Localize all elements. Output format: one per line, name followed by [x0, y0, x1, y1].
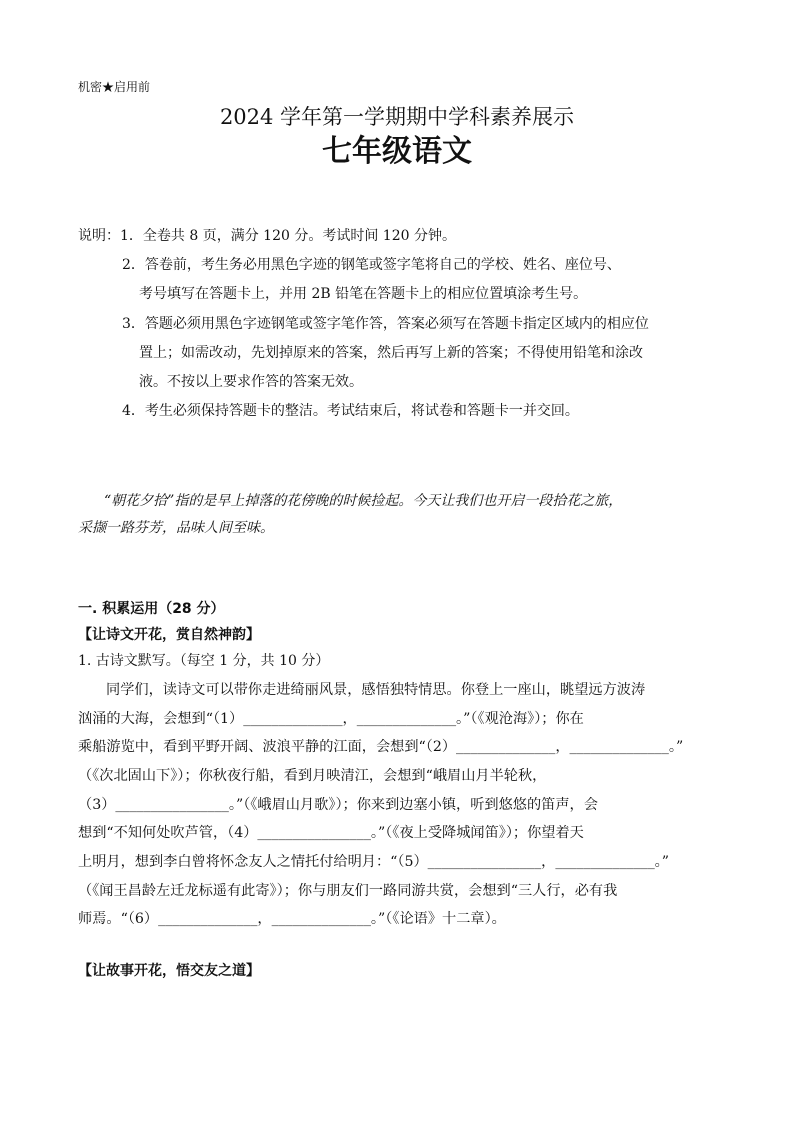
- question-1-title: 1. 古诗文默写。（每空 1 分，共 10 分）: [78, 653, 330, 669]
- exam-subject-title: 七年级语文: [322, 134, 472, 169]
- instruction-line-3: 考号填写在答题卡上，并用 2B 铅笔在答题卡上的相应位置填涂考生号。: [139, 286, 588, 302]
- q1-para-line-4: （《次北固山下》）；你秋夜行船，看到月映清江，会想到“峨眉山月半轮秋，: [78, 768, 547, 784]
- instruction-line-4: 3．答题必须用黑色字迹钢笔或签字笔作答，答案必须写在答题卡指定区域内的相应位: [122, 316, 649, 332]
- exam-title: 2024 学年第一学期期中学科素养展示: [219, 105, 575, 129]
- subsection-heading-story: 【让故事开花，悟交友之道】: [78, 963, 260, 979]
- q1-para-line-7: 上明月，想到李白曾将怀念友人之情托付给明月：“（5）________________，______________。”: [78, 854, 670, 870]
- q1-para-line-8: （《闻王昌龄左迁龙标遥有此寄》）；你与朋友们一路同游共赏，会想到“三人行，必有我: [78, 883, 618, 899]
- q1-para-line-2: 汹涌的大海，会想到“（1）______________，______________。”（《观沧海》）；你在: [78, 711, 584, 727]
- q1-para-line-1: 同学们，读诗文可以带你走进绮丽风景，感悟独特情思。你登上一座山，眺望远方波涛: [106, 682, 646, 698]
- instruction-line-2: 2．答卷前，考生务必用黑色字迹的钢笔或签字笔将自己的学校、姓名、座位号、: [122, 257, 621, 273]
- intro-line-1: “朝花夕拾”指的是早上掉落的花傍晚的时候捡起。今天让我们也开启一段拾花之旅，: [104, 493, 623, 509]
- q1-para-line-6: 想到“不知何处吹芦管，（4）________________。”（《夜上受降城闻笛》）；你望着天: [78, 825, 584, 841]
- section-heading: 一. 积累运用（28 分）: [78, 601, 225, 617]
- instruction-line-5: 置上；如需改动，先划掉原来的答案，然后再写上新的答案；不得使用铅笔和涂改: [139, 345, 643, 361]
- q1-para-line-3: 乘船游览中，看到平野开阔、波浪平静的江面，会想到“（2）______________，______________。”: [78, 739, 684, 755]
- intro-line-2: 采撷一路芬芳，品味人间至味。: [78, 520, 274, 536]
- instruction-line-7: 4．考生必须保持答题卡的整洁。考试结束后，将试卷和答题卡一并交回。: [122, 403, 579, 419]
- instruction-line-1: 说明：1．全卷共 8 页，满分 120 分。考试时间 120 分钟。: [78, 228, 456, 244]
- confidential-label: 机密★启用前: [78, 80, 151, 94]
- q1-para-line-5: （3）________________。”（《峨眉山月歌》）；你来到边塞小镇，听到悠悠的笛声，会: [78, 797, 598, 813]
- instruction-line-6: 液。不按以上要求作答的答案无效。: [139, 374, 363, 390]
- subsection-heading-poetry: 【让诗文开花，赏自然神韵】: [78, 627, 260, 643]
- q1-para-line-9: 师焉。“（6）______________，______________。”（《论语》十二章）。: [78, 911, 506, 927]
